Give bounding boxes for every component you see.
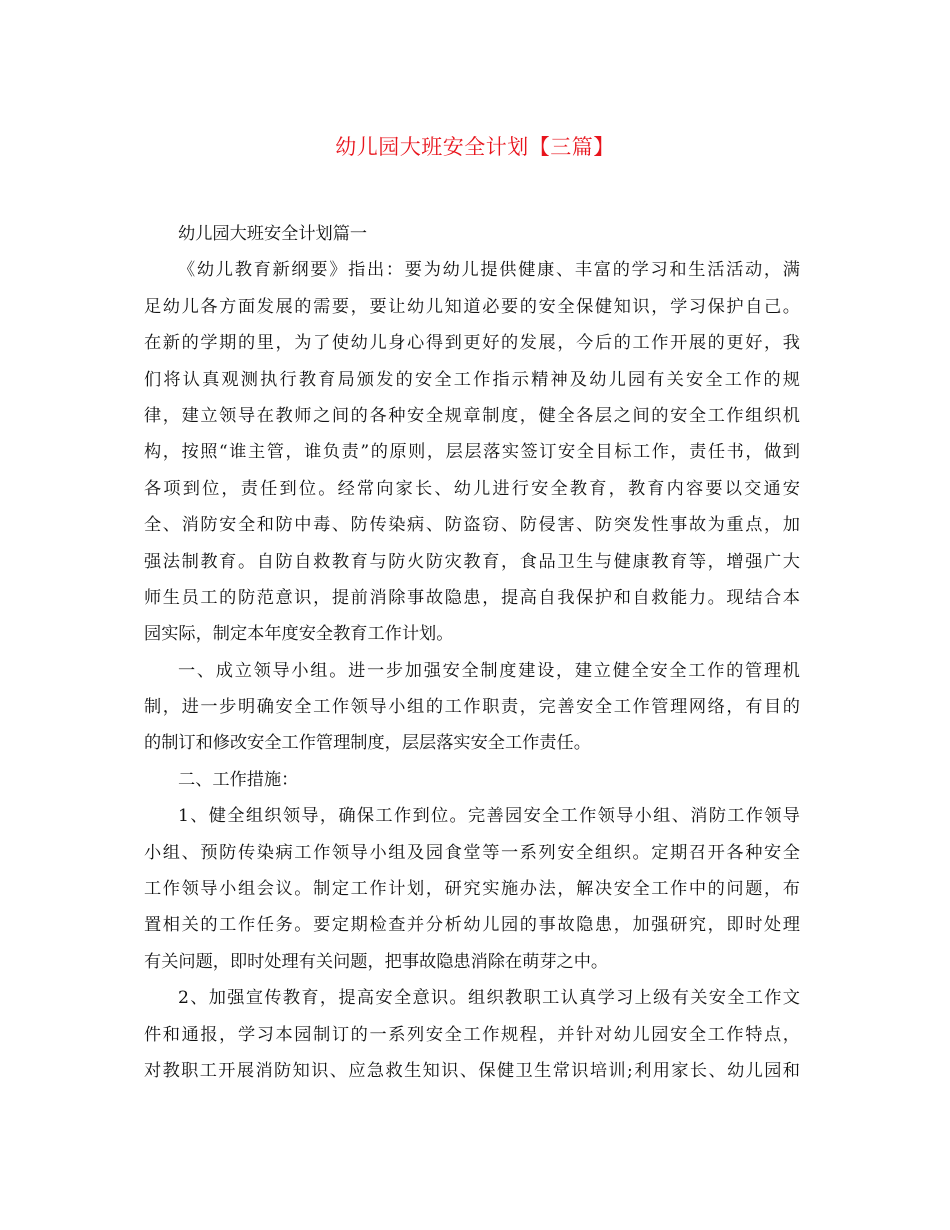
paragraph-line: 在新的学期的里，为了使幼儿身心得到更好的发展，今后的工作开展的更好，我 bbox=[144, 333, 800, 354]
paragraph-line: 小组、预防传染病工作领导小组及园食堂等一系列安全组织。定期召开各种安全 bbox=[144, 842, 800, 863]
section-heading: 幼儿园大班安全计划篇一 bbox=[178, 224, 368, 244]
paragraph-line: 1、健全组织领导，确保工作到位。完善园安全工作领导小组、消防工作领导 bbox=[178, 806, 800, 827]
paragraph-line: 足幼儿各方面发展的需要，要让幼儿知道必要的安全保健知识，学习保护自己。 bbox=[144, 296, 800, 317]
paragraph-line: 工作领导小组会议。制定工作计划，研究实施办法，解决安全工作中的问题，布 bbox=[144, 879, 800, 900]
paragraph-line: 们将认真观测执行教育局颁发的安全工作指示精神及幼儿园有关安全工作的规 bbox=[144, 369, 800, 390]
paragraph-line: 2、加强宣传教育，提高安全意识。组织教职工认真学习上级有关安全工作文 bbox=[178, 988, 800, 1009]
paragraph-line: 一、成立领导小组。进一步加强安全制度建设，建立健全安全工作的管理机 bbox=[178, 660, 800, 681]
paragraph-line: 构，按照“谁主管，谁负责”的原则，层层落实签订安全目标工作，责任书，做到 bbox=[144, 442, 800, 463]
paragraph-line: 《幼儿教育新纲要》指出：要为幼儿提供健康、丰富的学习和生活活动，满 bbox=[178, 260, 800, 281]
paragraph-line: 对教职工开展消防知识、应急救生知识、保健卫生常识培训;利用家长、幼儿园和 bbox=[144, 1060, 800, 1081]
paragraph-line: 师生员工的防范意识，提前消除事故隐患，提高自我保护和自救能力。现结合本 bbox=[144, 587, 800, 608]
paragraph-line: 园实际，制定本年度安全教育工作计划。 bbox=[144, 624, 454, 645]
paragraph-line: 二、工作措施： bbox=[178, 769, 299, 790]
paragraph-line: 有关问题，即时处理有关问题，把事故隐患消除在萌芽之中。 bbox=[144, 951, 609, 972]
paragraph-line: 各项到位，责任到位。经常向家长、幼儿进行安全教育，教育内容要以交通安 bbox=[144, 478, 800, 499]
document-body bbox=[144, 216, 800, 1089]
paragraph-line: 置相关的工作任务。要定期检查并分析幼儿园的事故隐患，加强研究，即时处理 bbox=[144, 915, 800, 936]
paragraph-line: 制，进一步明确安全工作领导小组的工作职责，完善安全工作管理网络，有目的 bbox=[144, 697, 800, 718]
paragraph-line: 律，建立领导在教师之间的各种安全规章制度，健全各层之间的安全工作组织机 bbox=[144, 405, 800, 426]
paragraph-line: 的制订和修改安全工作管理制度，层层落实安全工作责任。 bbox=[144, 733, 591, 754]
document-title: 幼儿园大班安全计划【三篇】 bbox=[335, 135, 615, 159]
paragraph-line: 件和通报，学习本园制订的一系列安全工作规程，并针对幼儿园安全工作特点， bbox=[144, 1024, 800, 1045]
paragraph-line: 强法制教育。自防自救教育与防火防灾教育，食品卫生与健康教育等，增强广大 bbox=[144, 551, 800, 572]
paragraph-line: 全、消防安全和防中毒、防传染病、防盗窃、防侵害、防突发性事故为重点，加 bbox=[144, 515, 800, 536]
